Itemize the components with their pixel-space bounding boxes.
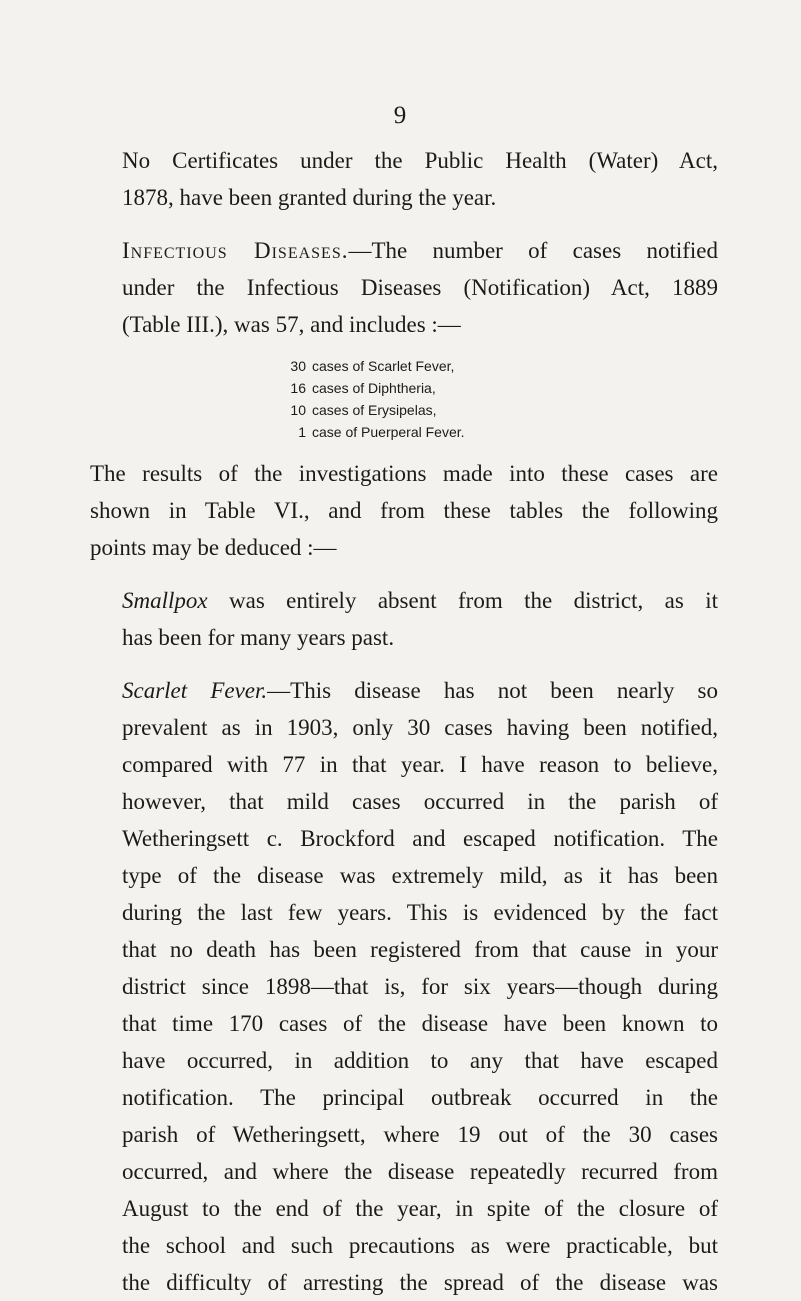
- text-line: under the Infectious Diseases (Notification) Act, 1889: [122, 275, 718, 300]
- case-count: 1: [298, 424, 306, 440]
- text-line: parish of Wetheringsett, where 19 out of the 30 cases: [122, 1122, 718, 1147]
- text-line: occurred, and where the disease repeatedly recurred from: [122, 1159, 718, 1184]
- text-line: that time 170 cases of the disease have been known to: [122, 1011, 718, 1036]
- text-fragment: —This disease has not been nearly so: [267, 678, 718, 703]
- text-line: shown in Table VI., and from these tables the following: [90, 498, 718, 523]
- list-item: [284, 355, 718, 377]
- case-count: 10: [290, 402, 306, 418]
- text-line: during the last few years. This is evidenced by the fact: [122, 900, 718, 925]
- cases-list: [284, 355, 718, 443]
- text-line: however, that mild cases occurred in the parish of: [122, 789, 718, 814]
- text-line: have occurred, in addition to any that have escaped: [122, 1048, 718, 1073]
- case-text: cases of Scarlet Fever,: [312, 358, 455, 374]
- case-text: cases of Diphtheria,: [312, 380, 436, 396]
- paragraph-smallpox: [90, 582, 718, 656]
- text-line: Wetheringsett c. Brockford and escaped notification. The: [122, 826, 718, 851]
- text-fragment: was entirely absent from the district, as it: [207, 588, 718, 613]
- text-line: points may be deduced :—: [90, 535, 337, 560]
- text-line: district since 1898—that is, for six years—though during: [122, 974, 718, 999]
- text-line: (Table III.), was 57, and includes :—: [122, 312, 461, 337]
- text-line: the school and such precautions as were practicable, but: [122, 1233, 718, 1258]
- text-line: [90, 582, 718, 619]
- case-text: cases of Erysipelas,: [312, 402, 437, 418]
- list-item: [284, 399, 718, 421]
- text-line: [90, 672, 718, 709]
- text-line: has been for many years past.: [122, 625, 395, 650]
- paragraph-infectious-diseases: [90, 232, 718, 343]
- text-line: No Certificates under the Public Health (Water) Act,: [122, 148, 718, 173]
- section-heading: Infectious Diseases.: [122, 238, 349, 263]
- paragraph-results: [90, 455, 718, 566]
- list-item: [284, 377, 718, 399]
- text-line: the difficulty of arresting the spread of the disease was: [122, 1270, 718, 1295]
- case-count: 30: [290, 358, 306, 374]
- italic-term: Smallpox: [122, 588, 208, 613]
- text-line: [90, 232, 718, 269]
- text-fragment: —The number of cases notified: [348, 238, 718, 263]
- case-text: case of Puerperal Fever.: [312, 424, 465, 440]
- text-line: 1878, have been granted during the year.: [122, 185, 497, 210]
- text-line: notification. The principal outbreak occurred in the: [122, 1085, 718, 1110]
- document-body: [90, 142, 718, 1301]
- text-line: compared with 77 in that year. I have reason to believe,: [122, 752, 718, 777]
- italic-term: Scarlet Fever.: [122, 678, 268, 703]
- text-line: The results of the investigations made into these cases are: [90, 461, 718, 486]
- paragraph-certificates: [90, 142, 718, 216]
- text-line: type of the disease was extremely mild, as it has been: [122, 863, 718, 888]
- text-line: that no death has been registered from that cause in your: [122, 937, 718, 962]
- paragraph-scarlet-fever: [90, 672, 718, 1301]
- text-line: prevalent as in 1903, only 30 cases having been notified,: [122, 715, 718, 740]
- list-item: [284, 421, 718, 443]
- text-line: August to the end of the year, in spite of the closure of: [122, 1196, 718, 1221]
- page-number: 9: [393, 102, 408, 129]
- case-count: 16: [290, 380, 306, 396]
